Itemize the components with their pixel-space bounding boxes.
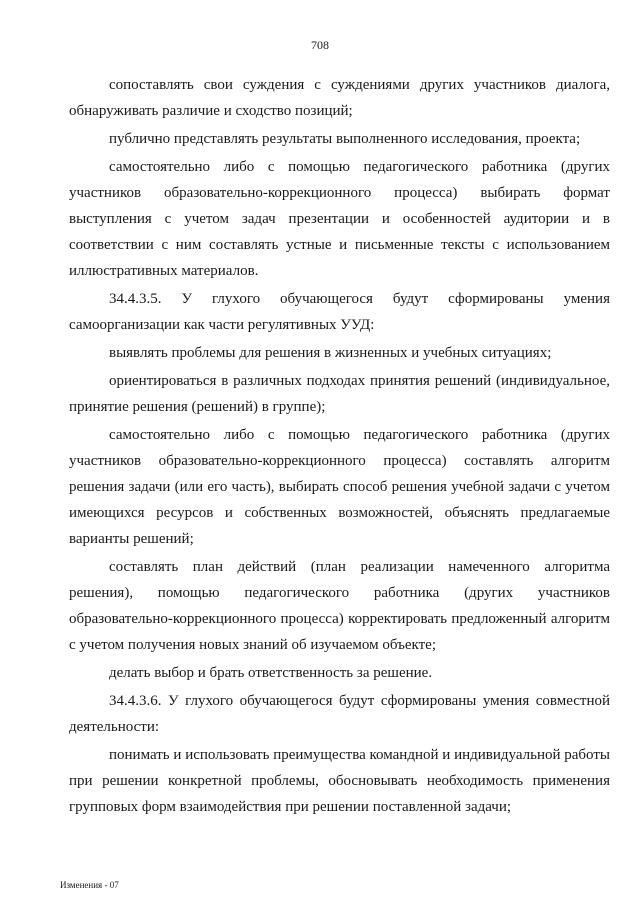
paragraph: самостоятельно либо с помощью педагогического работника (других участников образовательно-коррекционного процесса) выбирать формат выступления с учетом задач презентации и особенностей аудитории и в соответствии с ним составлять устные и письменные тексты с использованием иллюстративных материалов. <box>69 159 610 279</box>
paragraph: понимать и использовать преимущества командной и индивидуальной работы при решении конкретной проблемы, обосновывать необходимость применения групповых форм взаимодействия при решении поставленной задачи; <box>69 747 610 815</box>
paragraph: ориентироваться в различных подходах принятия решений (индивидуальное, принятие решения (решений) в группе); <box>69 373 610 415</box>
paragraph: делать выбор и брать ответственность за решение. <box>109 665 433 681</box>
paragraph: самостоятельно либо с помощью педагогического работника (других участников образовательно-коррекционного процесса) составлять алгоритм решения задачи (или его часть), выбирать способ решения учебной задачи с учетом имеющихся ресурсов и собственных возможностей, объяснять предлагаемые варианты решений; <box>69 427 610 547</box>
paragraph: 34.4.3.6. У глухого обучающегося будут сформированы умения совместной деятельности: <box>69 693 610 735</box>
paragraph: публично представлять результаты выполненного исследования, проекта; <box>109 131 581 147</box>
paragraph: выявлять проблемы для решения в жизненных и учебных ситуациях; <box>109 345 552 361</box>
paragraph: составлять план действий (план реализации намеченного алгоритма решения), помощью педагогического работника (других участников образовательно-коррекционного процесса) корректировать предложенный алгоритм с учетом получения новых знаний об изучаемом объекте; <box>69 559 610 653</box>
page-number: 708 <box>311 38 329 52</box>
paragraph: 34.4.3.5. У глухого обучающегося будут сформированы умения самоорганизации как части регулятивных УУД: <box>69 291 610 333</box>
paragraph: сопоставлять свои суждения с суждениями других участников диалога, обнаруживать различие и сходство позиций; <box>69 77 610 119</box>
page-body <box>69 72 610 822</box>
footer-note: Изменения - 07 <box>60 880 119 890</box>
